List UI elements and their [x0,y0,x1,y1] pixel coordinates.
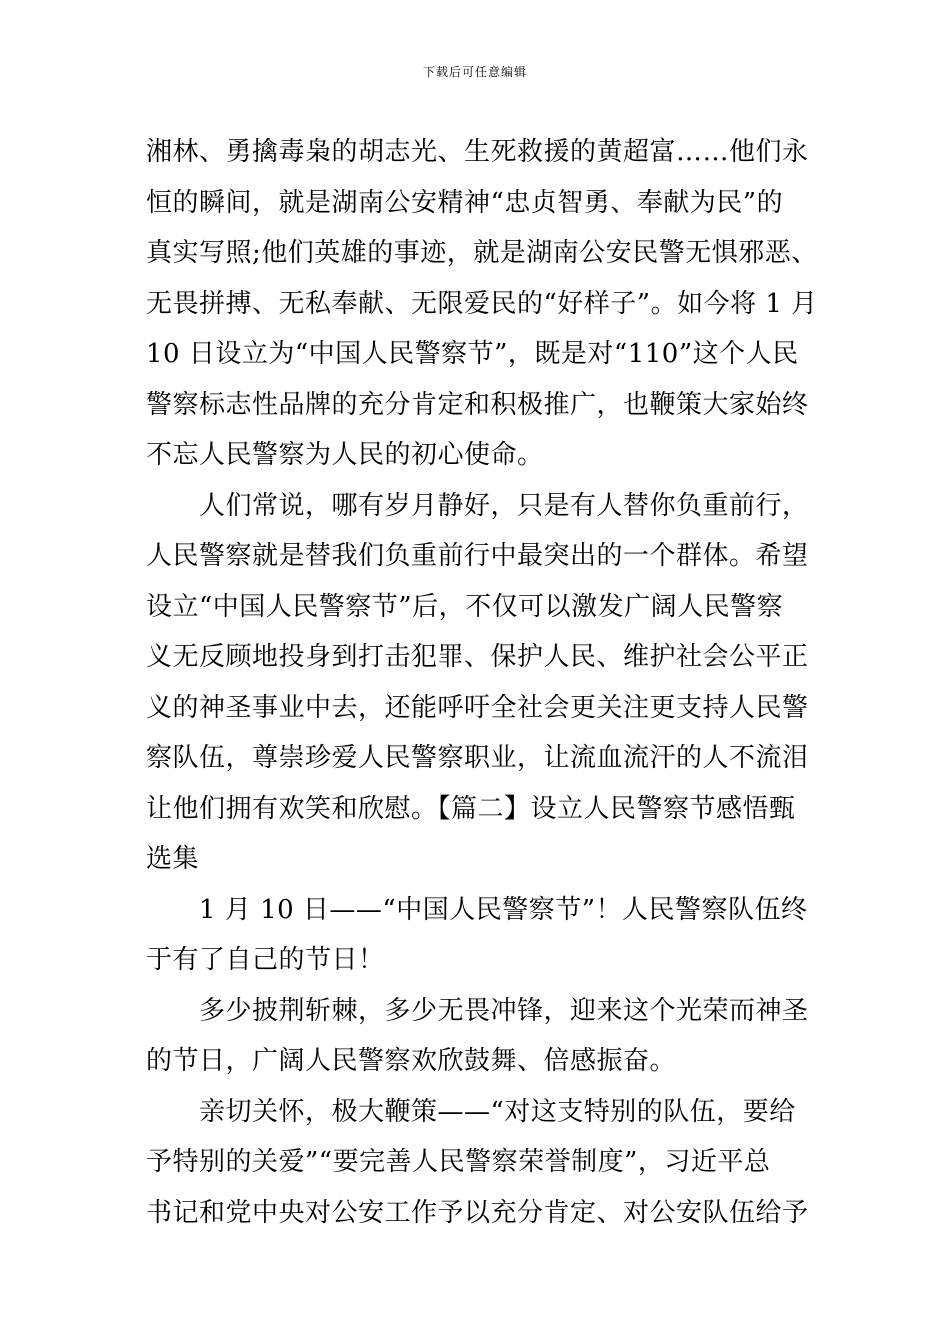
text-line: 无畏拼搏、无私奉献、无限爱民的“好样子”。如今将 1 月 [146,288,818,319]
text-line: 于有了自己的节日！ [146,945,385,975]
text-line: 10 日设立为“中国人民警察节”，既是对“110”这个人民 [146,339,799,369]
text-line: 人们常说，哪有岁月静好，只是有人替你负重前行， [146,490,809,521]
text-line: 1 月 10 日——“中国人民警察节”！人民警察队伍终 [146,894,808,925]
text-line: 人民警察就是替我们负重前行中最突出的一个群体。希望 [146,541,809,571]
text-line: 多少披荆斩棘，多少无畏冲锋，迎来这个光荣而神圣 [146,995,809,1026]
text-line: 亲切关怀，极大鞭策——“对这支特别的队伍，要给 [146,1096,796,1127]
text-line: 湘林、勇擒毒枭的胡志光、生死救援的黄超富……他们永 [146,137,809,167]
text-line: 义无反顾地投身到打击犯罪、保护人民、维护社会公平正 [146,642,809,672]
document-body [146,127,818,1238]
text-line: 予特别的关爱”“要完善人民警察荣誉制度”，习近平总 [146,1147,771,1177]
text-line: 不忘人民警察为人民的初心使命。 [146,440,544,470]
text-line: 书记和党中央对公安工作予以充分肯定、对公安队伍给予 [146,1197,809,1228]
text-line: 的节日，广阔人民警察欢欣鼓舞、倍感振奋。 [146,1046,677,1076]
text-line: 义的神圣事业中去，还能呼吁全社会更关注更支持人民警 [146,692,809,723]
text-line: 设立“中国人民警察节”后，不仅可以激发广阔人民警察 [146,591,784,622]
text-line: 恒的瞬间，就是湖南公安精神“忠贞智勇、奉献为民”的 [146,187,784,218]
page-header: 下载后可任意编辑 [422,65,527,79]
text-line: 真实写照;他们英雄的事迹，就是湖南公安民警无惧邪恶、 [146,238,818,268]
text-line: 警察标志性品牌的充分肯定和积极推广，也鞭策大家始终 [146,389,809,420]
text-line: 察队伍，尊崇珍爱人民警察职业，让流血流汗的人不流泪 [146,743,809,773]
text-line: 让他们拥有欢笑和欣慰。【篇二】设立人民警察节感悟甄 [146,793,796,824]
text-line: 选集 [146,844,200,874]
